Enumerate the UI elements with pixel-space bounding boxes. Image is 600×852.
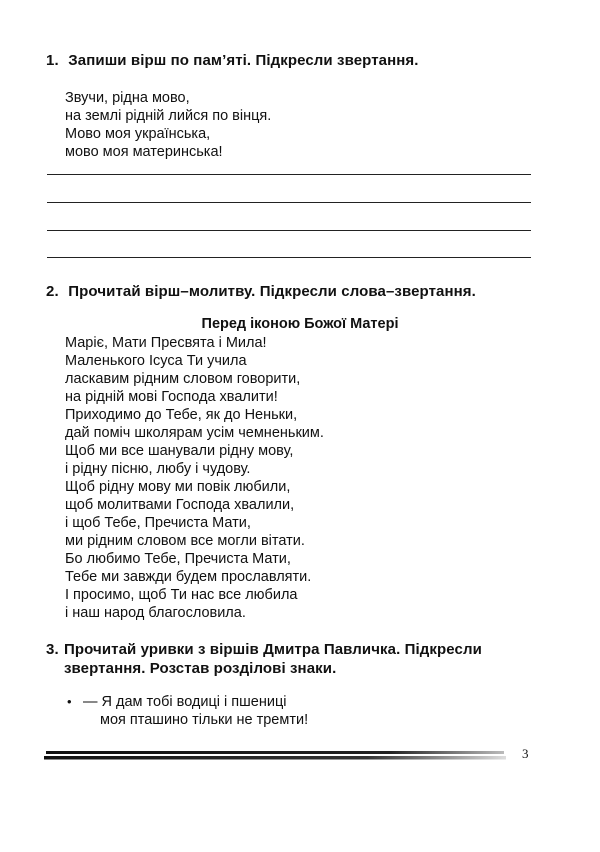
poem-line: Щоб рідну мову ми повік любили,: [65, 479, 291, 495]
footer-rule-top: [46, 751, 504, 754]
poem-line: на рідній мові Господа хвалити!: [65, 389, 278, 405]
poem-line: Тебе ми завжди будем прославляти.: [65, 569, 312, 585]
poem-line: і рідну пісню, любу і чудову.: [65, 461, 251, 477]
poem-line: дай поміч школярам усім чемненьким.: [65, 425, 324, 441]
poem-line: Маленького Ісуса Ти учила: [65, 353, 247, 369]
task-1-poem: [65, 89, 271, 161]
poem-line: Бо любимо Тебе, Пречиста Мати,: [65, 551, 291, 567]
poem-line: і наш народ благословила.: [65, 605, 246, 621]
task-1-number: 1.: [46, 52, 59, 69]
footer-rule-bottom: [44, 756, 506, 760]
task-2-poem: [65, 334, 324, 622]
task-3-poem: [83, 693, 308, 729]
task-3-text-line-1: Прочитай уривки з віршів Дмитра Павличка. Підкресли: [64, 641, 482, 658]
footer-rule: [40, 749, 510, 763]
poem-title: Перед іконою Божої Матері: [201, 316, 399, 332]
page-number: 3: [522, 746, 529, 761]
task-1-heading: [46, 51, 419, 70]
task-2-text: Прочитай вірш–молитву. Підкресли слова–звертання.: [68, 283, 476, 300]
writing-line[interactable]: [47, 230, 531, 231]
task-2-heading: [46, 282, 476, 301]
poem-line: щоб молитвами Господа хвалили,: [65, 497, 295, 513]
poem-line: і щоб Тебе, Пречиста Мати,: [65, 515, 251, 531]
poem-line: Щоб ми все шанували рідну мову,: [65, 443, 294, 459]
poem-line: моя пташино тільки не тремти!: [100, 712, 309, 728]
poem-line: мово моя материнська!: [65, 144, 223, 160]
task-2-number: 2.: [46, 283, 59, 300]
poem-line: — Я дам тобі водиці і пшениці: [83, 694, 287, 710]
task-1-text: Запиши вірш по пам’яті. Підкресли звертання.: [68, 52, 419, 69]
poem-line: Маріє, Мати Пресвята і Мила!: [65, 335, 267, 351]
poem-line: Звучи, рідна мово,: [65, 90, 190, 106]
poem-line: на землі рідній лийся по вінця.: [65, 108, 272, 124]
poem-line: Мово моя українська,: [65, 126, 211, 142]
poem-line: І просимо, щоб Ти нас все любила: [65, 587, 298, 603]
poem-line: ласкавим рідним словом говорити,: [65, 371, 301, 387]
poem-line: ми рідним словом все могли вітати.: [65, 533, 305, 549]
task-3-text-line-2: звертання. Розстав розділові знаки.: [64, 660, 337, 677]
task-3-heading: [46, 640, 482, 678]
task-3-number: 3.: [46, 641, 59, 658]
poem-line: Приходимо до Тебе, як до Неньки,: [65, 407, 298, 423]
writing-line[interactable]: [47, 174, 531, 175]
writing-line[interactable]: [47, 202, 531, 203]
bullet-icon: •: [67, 694, 72, 709]
writing-line[interactable]: [47, 257, 531, 258]
